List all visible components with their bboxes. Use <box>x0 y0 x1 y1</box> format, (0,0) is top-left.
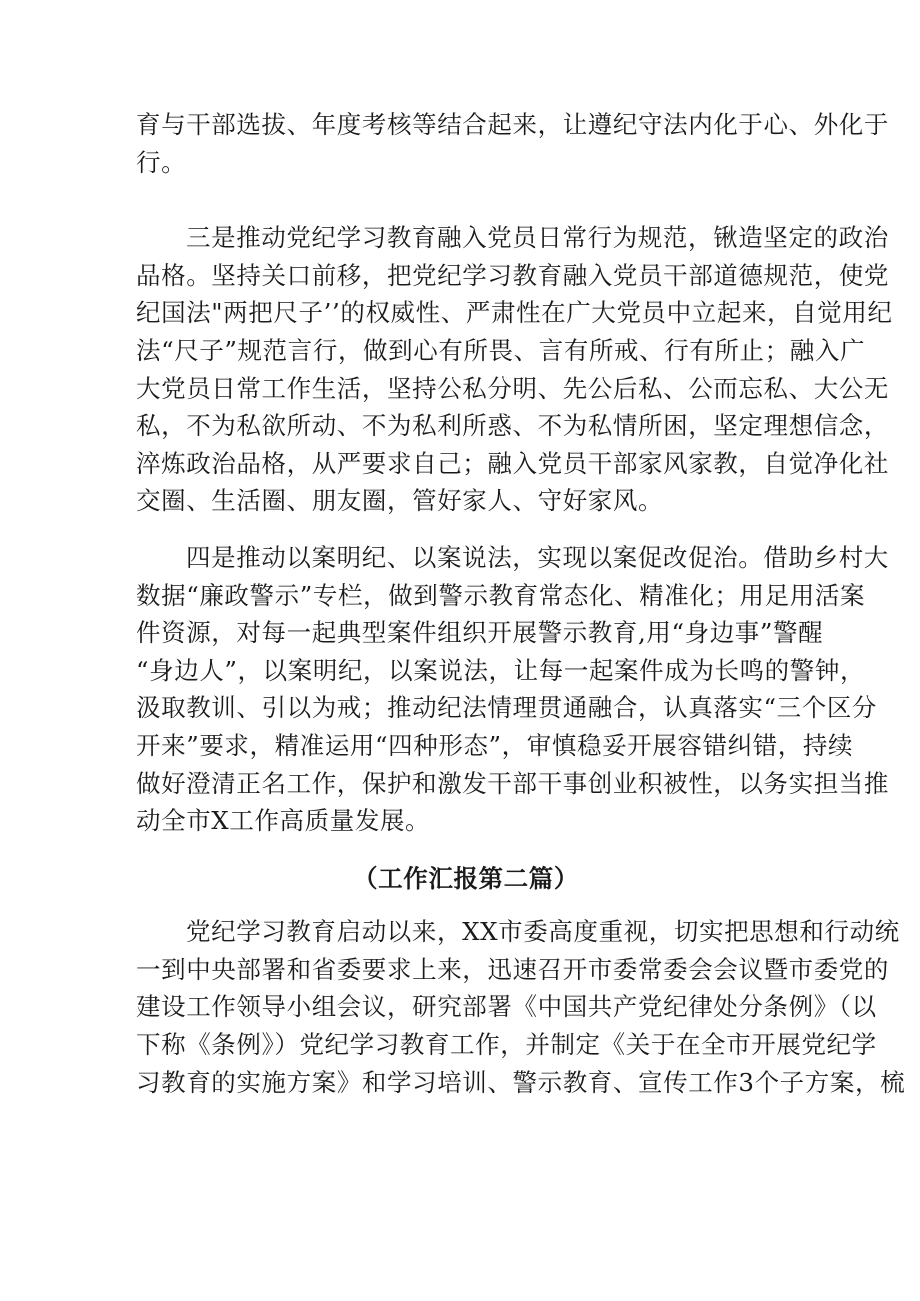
paragraph-second-report-intro <box>136 913 906 1101</box>
text-line: 四是推动以案明纪、以案说法，实现以案促改促治。借助乡村大 <box>186 542 889 572</box>
text-line: 法“尺子”规范言行，做到心有所畏、言有所戒、行有所止；融入广 <box>136 335 866 365</box>
text-line: “身边人”，以案明纪，以案说法，让每一起案件成为长鸣的警钟， <box>136 655 866 685</box>
paragraph-continuation <box>136 106 889 181</box>
text-line: 淬炼政治品格，从严要求自己；融入党员干部家风家教，自觉净化社 <box>136 448 889 478</box>
text-line: 汲取教训、引以为戒；推动纪法情理贯通融合，认真落实“三个区分 <box>136 693 878 723</box>
text-line: 开来”要求，精准运用“四种形态”，审慎稳妥开展容错纠错，持续 <box>136 730 854 760</box>
document-page <box>136 106 906 1101</box>
section-heading: （工作汇报第二篇） <box>353 863 579 893</box>
text-line: 数据“廉政警示”专栏，做到警示教育常态化、精准化；用足用活案 <box>136 580 866 610</box>
text-line: 大党员日常工作生活，坚持公私分明、先公后私、公而忘私、大公无 <box>136 373 889 403</box>
text-line: 件资源，对每一起典型案件组织开展警示教育,用“身边事”警醒 <box>136 618 824 648</box>
text-line: 下称《条例》）党纪学习教育工作，并制定《关于在全市开展党纪学 <box>136 1030 877 1060</box>
text-line: 三是推动党纪学习教育融入党员日常行为规范，锹造坚定的政治 <box>186 223 889 253</box>
text-line: 习教育的实施方案》和学习培训、警示教育、宣传工作3个子方案，梳 <box>136 1067 906 1097</box>
text-line: 私，不为私欲所动、不为私利所惑、不为私情所困，坚定理想信念， <box>136 411 889 441</box>
text-line: 品格。坚持关口前移，把党纪学习教育融入党员干部道德规范，使党 <box>136 260 889 290</box>
text-line: 一到中央部署和省委要求上来，迅速召开市委常委会会议暨市委党的 <box>136 954 889 984</box>
text-line: 行。 <box>136 147 187 177</box>
text-line: 做好澄清正名工作，保护和激发干部干事创业积被性，以务实担当推 <box>136 768 889 798</box>
text-line: 动全市X工作高质量发展。 <box>136 806 431 836</box>
text-line: 交圈、生活圈、朋友圈，管好家人、守好家风。 <box>136 486 664 516</box>
text-line: 育与干部选拔、年度考核等结合起来，让遵纪守法内化于心、外化于 <box>136 110 889 139</box>
paragraph-party-discipline-conduct <box>136 219 893 520</box>
text-line: 纪国法"两把尺子’’的权威性、严肃性在广大党员中立起来，自觉用纪 <box>136 298 893 328</box>
text-line: 建设工作领导小组会议，研究部署《中国共产党纪律处分条例》（以 <box>136 992 877 1022</box>
paragraph-case-warning <box>136 539 889 840</box>
text-line: 党纪学习教育启动以来，XX市委高度重视，切实把思想和行动统 <box>186 917 900 947</box>
